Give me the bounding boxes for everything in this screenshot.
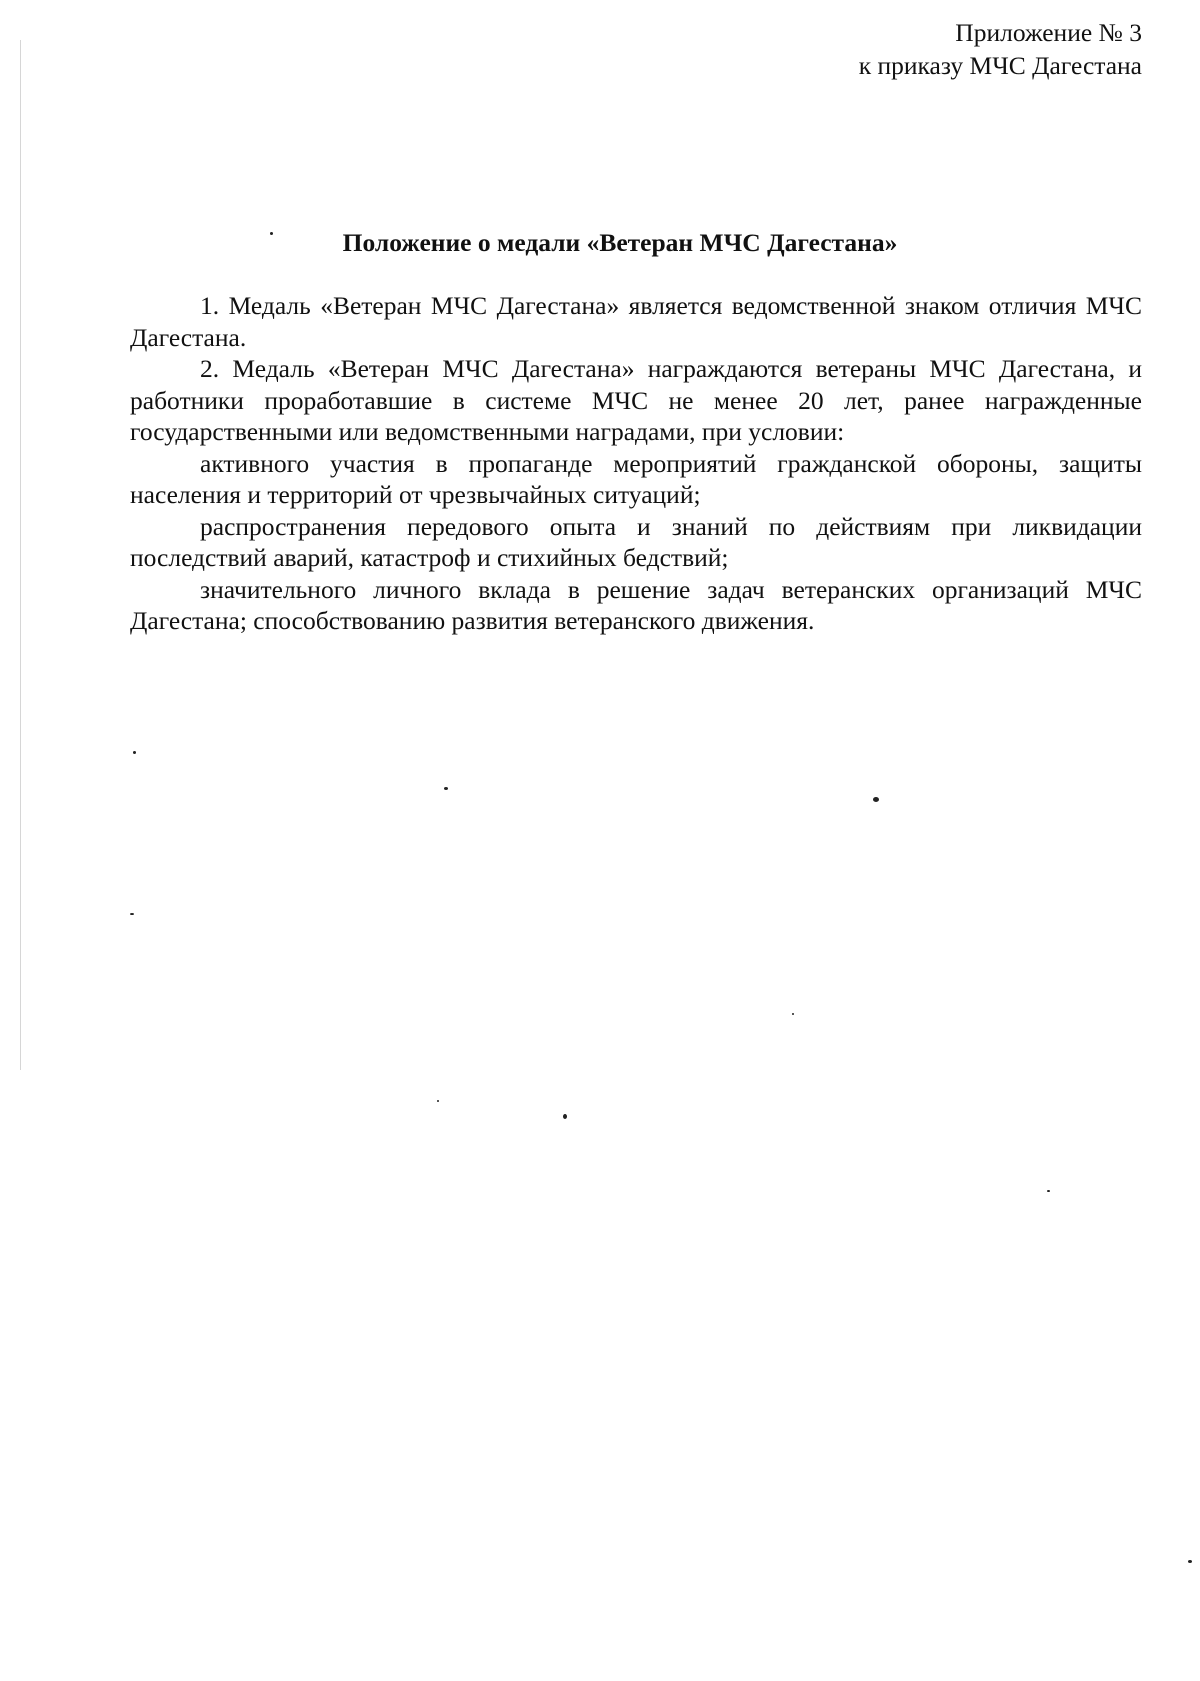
scan-speck bbox=[133, 751, 136, 754]
condition-item-1: активного участия в пропаганде мероприятий гражданской обороны, защиты населения и территорий от чрезвычайных ситуаций; bbox=[130, 448, 1142, 509]
document-body bbox=[130, 290, 1142, 637]
order-reference: к приказу МЧС Дагестана bbox=[858, 51, 1142, 80]
condition-item-2: распространения передового опыта и знаний по действиям при ликвидации последствий аварий, катастроф и стихийных бедствий; bbox=[130, 511, 1142, 572]
scan-speck bbox=[873, 797, 879, 802]
document-title: Положение о медали «Ветеран МЧС Дагестана» bbox=[342, 228, 898, 257]
appendix-header bbox=[859, 16, 1142, 82]
scan-speck bbox=[437, 1100, 439, 1102]
scan-speck bbox=[270, 232, 273, 235]
scan-edge-line bbox=[20, 40, 21, 1070]
condition-item-3: значительного личного вклада в решение задач ветеранских организаций МЧС Дагестана; способствованию развития ветеранского движения. bbox=[130, 574, 1142, 635]
scan-speck bbox=[1188, 1560, 1192, 1563]
appendix-number: Приложение № 3 bbox=[955, 18, 1142, 47]
scan-speck bbox=[444, 787, 448, 790]
scan-speck bbox=[792, 1013, 794, 1015]
scan-speck bbox=[563, 1114, 567, 1119]
paragraph-2: 2. Медаль «Ветеран МЧС Дагестана» награждаются ветераны МЧС Дагестана, и работники проработавшие в системе МЧС не менее 20 лет, ранее награжденные государственными или ведомственными наградами, при условии: bbox=[130, 354, 1142, 446]
paragraph-1: 1. Медаль «Ветеран МЧС Дагестана» является ведомственной знаком отличия МЧС Дагестана. bbox=[130, 291, 1142, 352]
scan-speck bbox=[1047, 1190, 1050, 1192]
scan-speck bbox=[130, 913, 134, 915]
